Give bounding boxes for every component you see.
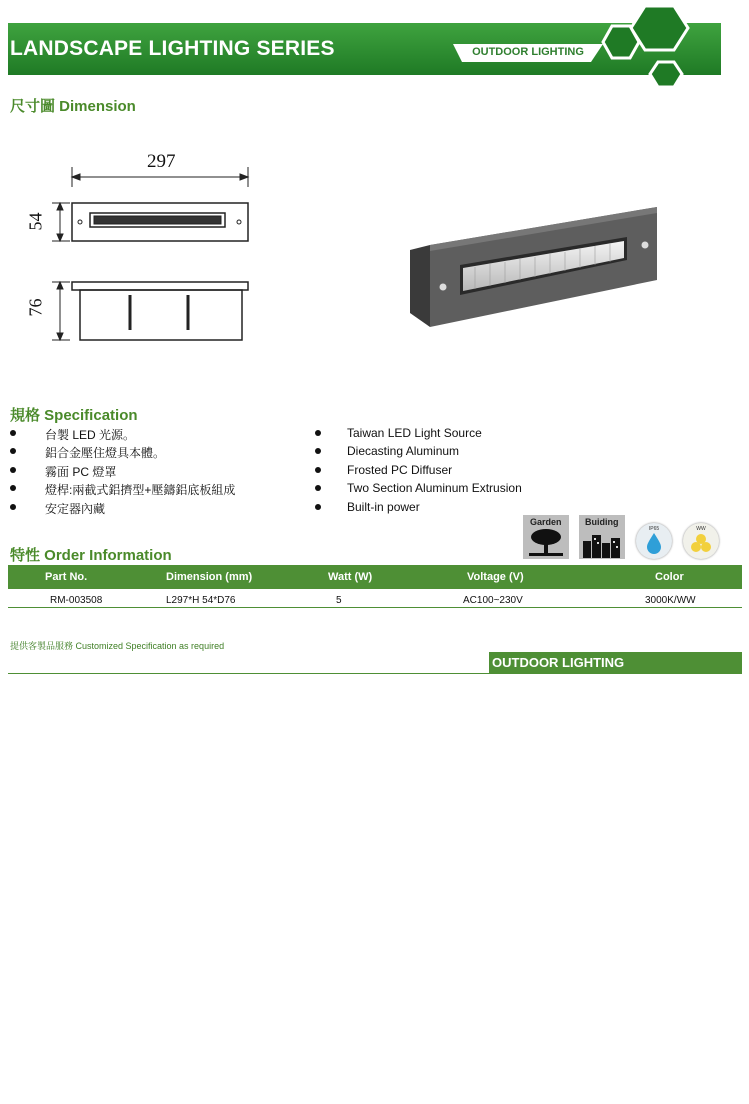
bullet-icon [10, 467, 16, 473]
footer-bar-label: OUTDOOR LIGHTING [492, 655, 625, 670]
bullet-icon [315, 467, 321, 473]
order-title: 特性 Order Information [10, 547, 172, 564]
bullet-icon [10, 504, 16, 510]
spec-en-item: Frosted PC Diffuser [347, 463, 453, 477]
series-title: LANDSCAPE LIGHTING SERIES [10, 37, 335, 60]
dimension-drawing [30, 145, 260, 350]
building-label: Buiding [585, 517, 619, 527]
table-header [8, 565, 742, 589]
custom-spec-note: 提供客製品服務 Customized Specification as required [10, 641, 225, 651]
col-dimension: Dimension (mm) [166, 571, 253, 583]
bullet-icon [315, 430, 321, 436]
spec-en-item: Taiwan LED Light Source [347, 426, 482, 440]
product-image [405, 205, 670, 335]
spec-en-item: Built-in power [347, 500, 420, 514]
height-label: 54 [25, 212, 46, 231]
bullet-icon [315, 485, 321, 491]
bullet-icon [10, 485, 16, 491]
dimension-title: 尺寸圖 Dimension [10, 98, 136, 115]
spec-zh-item: 鋁合金壓住燈具本體。 [45, 446, 166, 460]
bullet-icon [10, 430, 16, 436]
cell-voltage: AC100~230V [463, 595, 523, 606]
ip65-label: IP65 [648, 526, 660, 532]
garden-label: Garden [530, 517, 562, 527]
depth-label: 76 [25, 298, 46, 317]
bullet-icon [10, 448, 16, 454]
bullet-icon [315, 504, 321, 510]
spec-zh-item: 安定器內藏 [45, 502, 106, 516]
cell-dimension: L297*H 54*D76 [166, 595, 236, 606]
col-part-no: Part No. [45, 571, 88, 583]
bullet-icon [315, 448, 321, 454]
col-color: Color [655, 571, 684, 583]
cell-watt: 5 [336, 595, 342, 606]
spec-zh-item: 燈桿:兩截式鋁擠型+壓鑄鋁底板組成 [45, 483, 236, 497]
hexagon-decoration [600, 2, 720, 94]
footer-divider [8, 673, 742, 674]
ww-label: WW [696, 526, 706, 532]
cell-part-no: RM-003508 [50, 595, 103, 606]
spec-zh-item: 台製 LED 光源。 [45, 428, 136, 442]
spec-en-item: Diecasting Aluminum [347, 444, 460, 458]
col-watt: Watt (W) [328, 571, 373, 583]
spec-zh-item: 霧面 PC 燈罩 [45, 465, 117, 479]
garden-icon [523, 515, 569, 559]
ip65-icon [636, 523, 672, 559]
warm-white-icon [683, 523, 719, 559]
col-voltage: Voltage (V) [467, 571, 524, 583]
building-icon [579, 515, 625, 559]
cell-color: 3000K/WW [645, 595, 696, 606]
spec-en-item: Two Section Aluminum Extrusion [347, 481, 522, 495]
table-divider [8, 607, 742, 608]
spec-title: 規格 Specification [10, 407, 138, 424]
width-label: 297 [147, 151, 176, 172]
outdoor-badge-label: OUTDOOR LIGHTING [472, 46, 584, 58]
